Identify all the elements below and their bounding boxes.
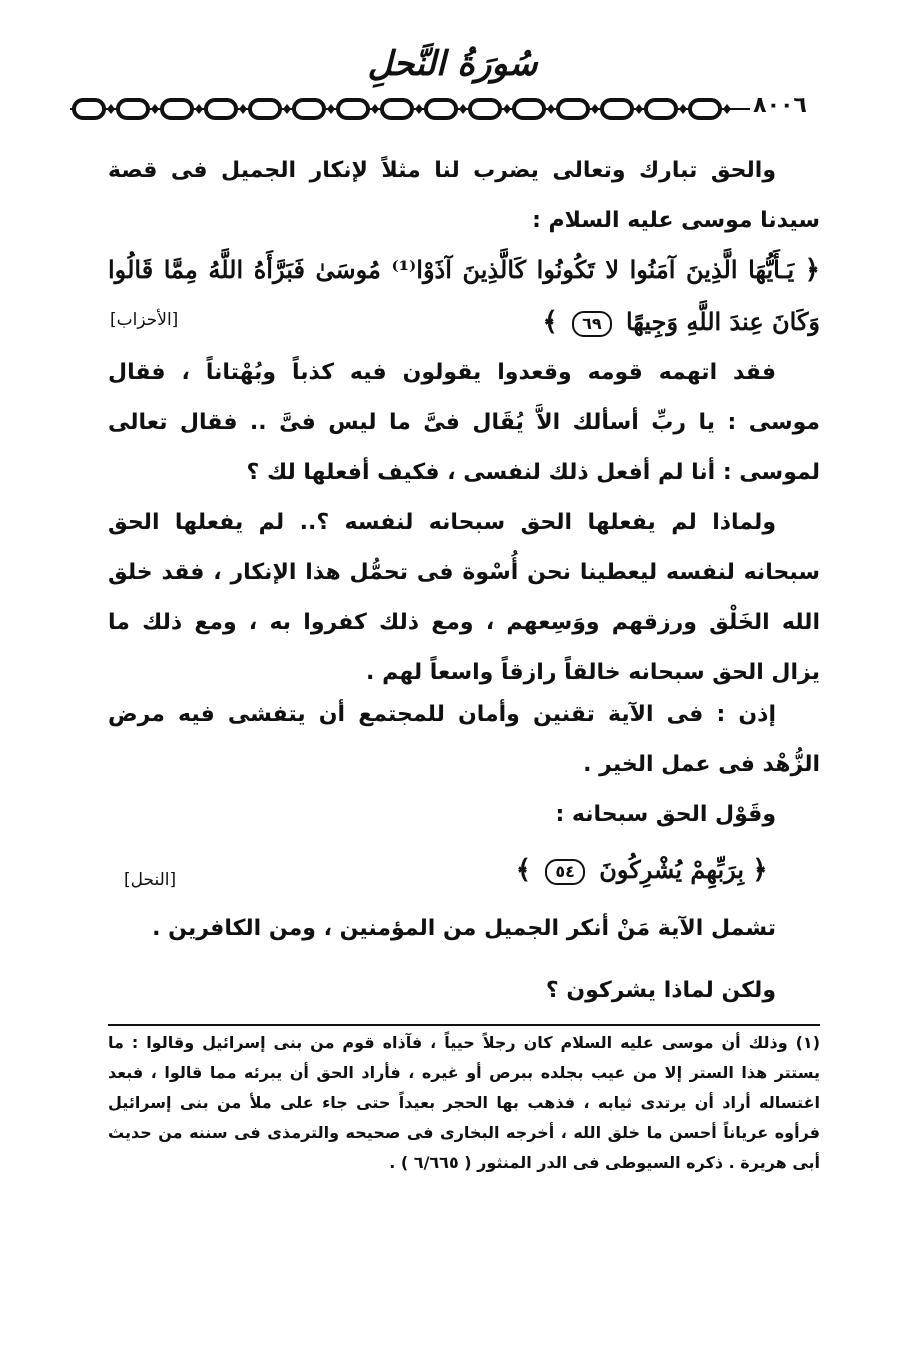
paragraph-6: تشمل الآية مَنْ أنكر الجميل من المؤمنين ، ومن الكافرين . — [152, 916, 776, 941]
chain-link — [338, 100, 368, 118]
close-brace-icon-2: ﴾ — [515, 855, 532, 885]
chain-link — [602, 100, 632, 118]
open-brace-icon: ﴿ — [804, 255, 821, 285]
paragraph-2: فقد اتهمه قومه وقعدوا يقولون فيه كذباً وبُهْتاناً ، فقال موسى : يا ربِّ أسألك الاَّ يُقَال فىَّ ما ليس فىَّ .. فقال تعالى لموسى : أنا لم أفعل ذلك لنفسى ، فكيف أفعلها لك ؟ — [108, 360, 820, 485]
chain-diamond — [239, 104, 247, 114]
chain-link — [426, 100, 456, 118]
chain-link — [558, 100, 588, 118]
chain-link — [470, 100, 500, 118]
page-number: ٨٠٠٦ — [753, 93, 807, 118]
open-brace-icon-2: ﴿ — [752, 855, 768, 885]
chain-link — [690, 100, 720, 118]
chain-diamond — [591, 104, 599, 114]
chain-ornament — [70, 92, 750, 126]
chain-link — [118, 100, 148, 118]
ayah-number-54: ٥٤ — [545, 859, 585, 885]
chain-link — [74, 100, 104, 118]
paragraph-5: وقَوْل الحق سبحانه : — [555, 802, 776, 827]
close-brace-icon: ﴾ — [542, 307, 558, 337]
paragraph-4: إذن : فى الآية تقنين وأمان للمجتمع أن يتفشى فيه مرض الزُّهْد فى عمل الخير . — [108, 702, 820, 777]
ayah-number-69: ٦٩ — [572, 311, 612, 337]
footnote: (١) وذلك أن موسى عليه السلام كان رجلاً حيياً ، فآذاه قوم من بنى إسرائيل وقالوا : ما يستتر هذا الستر إلا من عيب بجلده ببرص أو غيره ، فأراد الحق أن يبرئه مما قالوا ، فبعد اغتساله أراد أن يرتدى ثيابه ، فذهب بها الحجر بعيداً حتى جاء على ملأ من بنى إسرائيل فرأوه عرياناً أحسن ما خلق الله ، أخرجه البخارى فى صحيحه والترمذى فى سننه من حديث أبى هريرة . ذكره السيوطى فى الدر المنثور ( ٦/٦٦٥ ) . — [108, 1033, 820, 1172]
chain-diamond — [723, 104, 731, 114]
chain-diamond — [503, 104, 511, 114]
surah-title: سُورَةُ النَّحلِ — [367, 44, 538, 84]
chain-link — [206, 100, 236, 118]
chain-diamond — [107, 104, 115, 114]
paragraph-1: والحق تبارك وتعالى يضرب لنا مثلاً لإنكار الجميل فى قصة سيدنا موسى عليه السلام : — [108, 158, 820, 233]
paragraph-3: ولماذا لم يفعلها الحق سبحانه لنفسه ؟.. لم يفعلها الحق سبحانه لنفسه ليعطينا نحن أُسْوة فى تحمُّل هذا الإنكار ، فقد خلق الله الخَلْق ورزقهم ووَسِعهم ، ومع ذلك كفروا به ، ومع ذلك ما يزال الحق سبحانه خالقاً رازقاً واسعاً لهم . — [108, 510, 820, 685]
chain-link — [250, 100, 280, 118]
chain-diamond — [195, 104, 203, 114]
chain-diamond — [459, 104, 467, 114]
chain-link — [382, 100, 412, 118]
verse-ahzab-text: يَـأَيُّهَا الَّذِينَ آمَنُوا لا تَكُونُوا كَالَّذِينَ آذَوْا⁽¹⁾ مُوسَىٰ فَبَرَّأَهُ اللَّهُ مِمَّا قَالُوا وَكَانَ عِندَ اللَّهِ وَجِيهًا — [108, 255, 820, 336]
verse-nahl-text: بِرَبِّهِمْ يُشْرِكُونَ — [599, 855, 745, 884]
chain-diamond — [151, 104, 159, 114]
chain-link — [646, 100, 676, 118]
paragraph-7: ولكن لماذا يشركون ؟ — [545, 978, 776, 1003]
chain-diamond — [415, 104, 423, 114]
chain-diamond — [327, 104, 335, 114]
chain-link — [514, 100, 544, 118]
footnote-separator — [108, 1024, 820, 1026]
chain-diamond — [371, 104, 379, 114]
verse-ahzab — [108, 244, 820, 348]
verse-nahl — [108, 844, 820, 896]
chain-diamond — [547, 104, 555, 114]
chain-diamond — [283, 104, 291, 114]
chain-diamond — [635, 104, 643, 114]
chain-link — [294, 100, 324, 118]
verse-ref-nahl: [النحل] — [124, 870, 177, 890]
chain-link — [162, 100, 192, 118]
verse-ref-ahzab: [الأحزاب] — [110, 310, 179, 330]
chain-diamond — [679, 104, 687, 114]
